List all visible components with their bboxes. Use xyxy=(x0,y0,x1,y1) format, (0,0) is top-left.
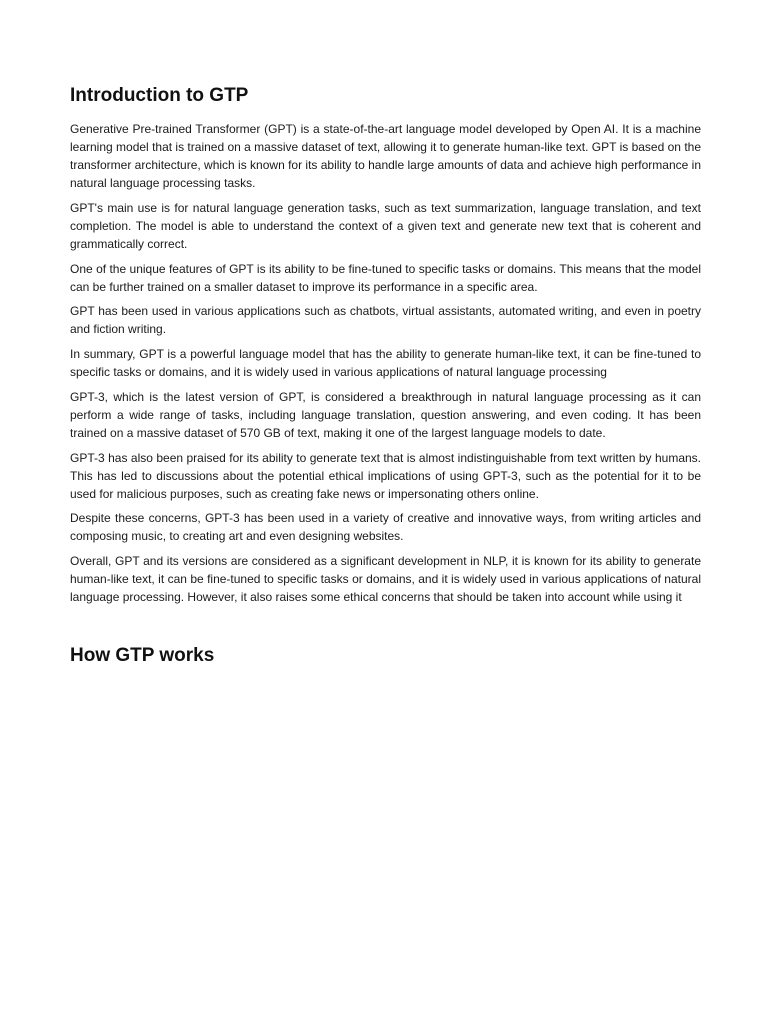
paragraph-gpt3: GPT-3, which is the latest version of GPT, is considered a breakthrough in natural language processing as it can perform a wide range of tasks, including language translation, question answering, and even coding. It has been trained on a massive dataset of 570 GB of text, making it one of the largest language models to date. xyxy=(70,389,701,440)
paragraph-gpt-overview: Generative Pre-trained Transformer (GPT) is a state-of-the-art language model developed by Open AI. It is a machine learning model that is trained on a massive dataset of text, allowing it to generate human-like text. GPT is based on the transformer architecture, which is known for its ability to handle large amounts of data and achieve high performance in natural language processing tasks. xyxy=(70,122,701,191)
paragraph-fine-tuning: One of the unique features of GPT is its ability to be fine-tuned to specific tasks or domains. This means that the model can be further trained on a smaller dataset to improve its performance in a specific area. xyxy=(70,261,701,294)
document-body xyxy=(70,84,701,668)
paragraph-overall: Overall, GPT and its versions are considered as a significant development in NLP, it is known for its ability to generate human-like text, it can be fine-tuned to specific tasks or domains, and it is widely used in various applications of natural language processing. However, it also raises some ethical concerns that should be taken into account while using it xyxy=(70,553,701,605)
paragraph-ethics: GPT-3 has also been praised for its ability to generate text that is almost indistinguishable from text written by humans. This has led to discussions about the potential ethical implications of using GPT-3, such as the potential for it to be used for malicious purposes, such as creating fake news or impersonating others online. xyxy=(70,450,701,501)
section-heading-introduction: Introduction to GTP xyxy=(70,85,249,106)
paragraph-applications: GPT has been used in various applications such as chatbots, virtual assistants, automated writing, and even in poetry and fiction writing. xyxy=(70,304,701,337)
paragraph-creative-uses: Despite these concerns, GPT-3 has been used in a variety of creative and innovative ways, from writing articles and composing music, to creating art and even designing websites. xyxy=(70,511,701,544)
paragraph-summary: In summary, GPT is a powerful language model that has the ability to generate human-like text, it can be fine-tuned to specific tasks or domains, and it is widely used in various applications of natural language processing xyxy=(70,347,701,380)
paragraph-main-use: GPT's main use is for natural language generation tasks, such as text summarization, language translation, and text completion. The model is able to understand the context of a given text and generate new text that is coherent and grammatically correct. xyxy=(70,200,701,252)
section-heading-how-it-works: How GTP works xyxy=(70,645,215,667)
